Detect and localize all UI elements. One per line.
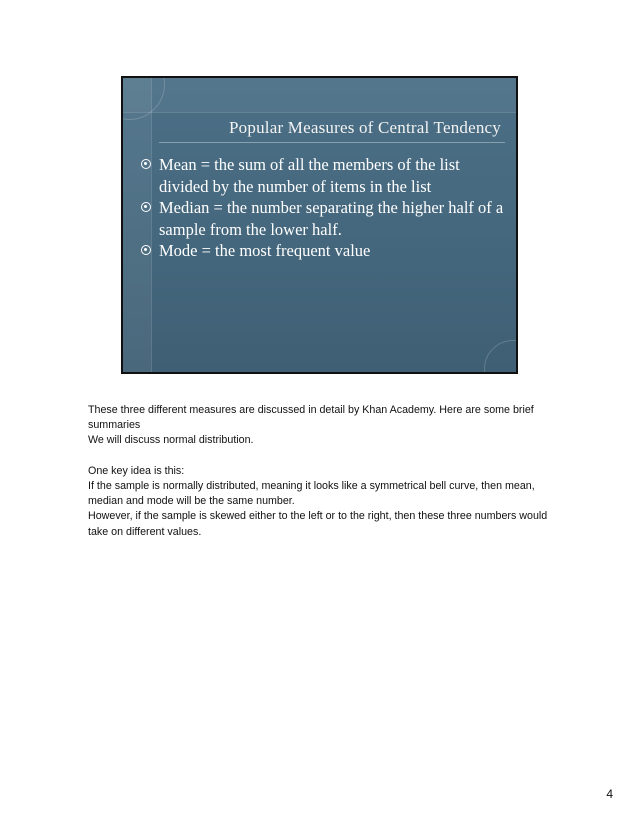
- slide-bullet-list: [141, 154, 511, 262]
- circle-bullet-icon: [141, 159, 151, 169]
- slide-corner-arc-top-left: [121, 76, 165, 120]
- speaker-notes: [88, 403, 558, 540]
- page-number: 4: [606, 787, 613, 801]
- notes-paragraph: However, if the sample is skewed either to the left or to the right, then these three numbers would take on different values.: [88, 510, 548, 538]
- notes-paragraph: One key idea is this:: [88, 464, 185, 477]
- circle-bullet-icon: [141, 245, 151, 255]
- slide-top-band: [123, 78, 516, 113]
- slide-title-rule: [159, 142, 505, 143]
- slide-title: Popular Measures of Central Tendency: [229, 118, 501, 137]
- notes-paragraph: These three different measures are discussed in detail by Khan Academy. Here are some brief summaries: [88, 404, 534, 432]
- circle-bullet-icon: [141, 202, 151, 212]
- notes-paragraph: We will discuss normal distribution.: [88, 434, 254, 447]
- bullet-mean: [141, 154, 511, 197]
- bullet-text: Mean = the sum of all the members of the list divided by the number of items in the list: [159, 155, 460, 196]
- slide-image: [121, 76, 518, 374]
- bullet-text: Mode = the most frequent value: [159, 241, 371, 260]
- slide-corner-arc-bottom-right: [484, 340, 518, 374]
- bullet-text: Median = the number separating the higher half of a sample from the lower half.: [159, 198, 504, 239]
- bullet-median: [141, 197, 511, 240]
- notes-paragraph: If the sample is normally distributed, meaning it looks like a symmetrical bell curve, then mean, median and mode will be the same number.: [88, 480, 535, 508]
- bullet-mode: [141, 240, 511, 262]
- notes-spacer: [88, 449, 558, 464]
